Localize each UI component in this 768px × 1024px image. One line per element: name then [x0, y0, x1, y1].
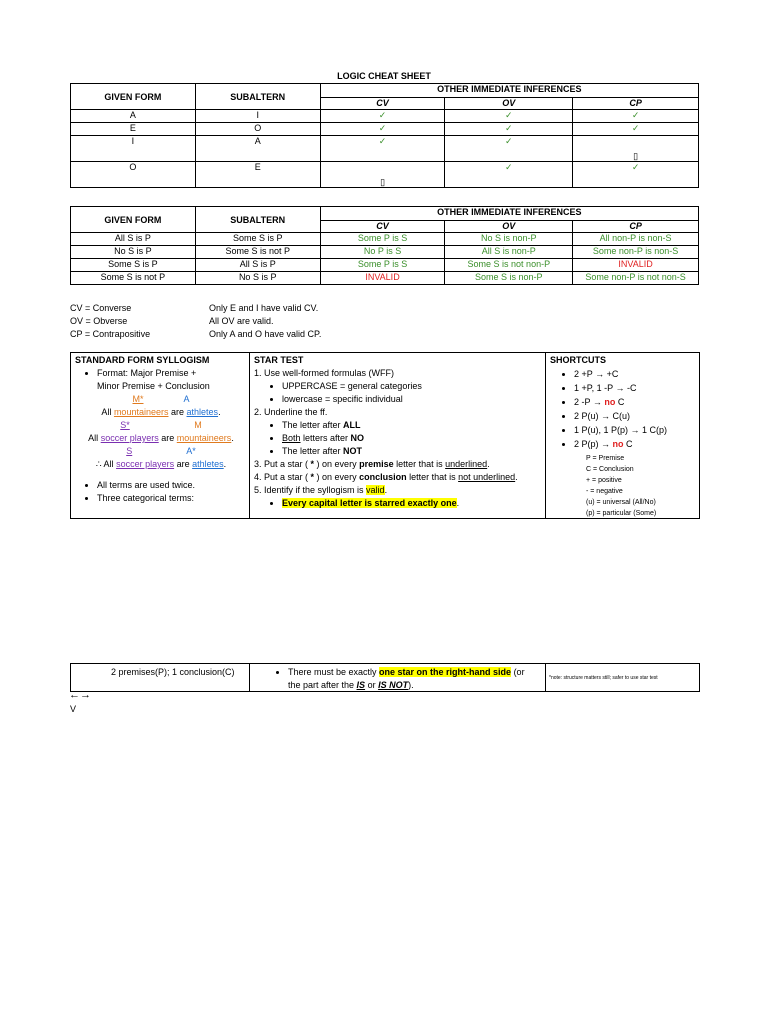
- check-icon: ✓: [445, 162, 573, 188]
- step-4: 4. Put a star ( * ) on every conclusion letter that is not underlined.: [254, 472, 518, 482]
- header-cv: CV: [320, 221, 445, 233]
- cell-subaltern: A: [195, 136, 320, 162]
- cell-cp: Some non-P is non-S: [573, 246, 699, 259]
- column-divider: [545, 664, 546, 691]
- legend-note: Only A and O have valid CP.: [209, 329, 322, 339]
- cell-given: Some S is not P: [71, 272, 196, 285]
- check-icon: ✓: [320, 136, 445, 162]
- legend-item: OV = Obverse: [70, 316, 128, 326]
- table-row: [71, 123, 699, 136]
- standard-form-column: [75, 354, 247, 505]
- header-subaltern: SUBALTERN: [195, 207, 320, 233]
- step-2: 2. Underline the ff.: [254, 407, 328, 417]
- table-row: [71, 246, 699, 259]
- missing-glyph-icon: ▯: [573, 136, 699, 162]
- legend-item: CV = Converse: [70, 303, 132, 313]
- list-item: • All terms are used twice.: [97, 479, 247, 492]
- cell-subaltern: I: [195, 110, 320, 123]
- cell-given: All S is P: [71, 233, 196, 246]
- header-cp: CP: [573, 98, 699, 110]
- format-list: [75, 367, 247, 393]
- page-title: LOGIC CHEAT SHEET: [337, 71, 431, 81]
- star-test-column: [254, 354, 544, 510]
- cell-ov: Some S is non-P: [445, 272, 573, 285]
- check-icon: ✓: [320, 110, 445, 123]
- check-icon: ✓: [445, 136, 573, 162]
- header-ov: OV: [445, 98, 573, 110]
- list-item: • Format: Major Premise + Minor Premise + Conclusion: [97, 367, 247, 393]
- cell-cv: No P is S: [320, 246, 445, 259]
- key-item: (u) = universal (All/No): [586, 499, 656, 506]
- column-divider: [545, 353, 546, 518]
- cell-cv: Some P is S: [320, 233, 445, 246]
- list-item: • Every capital letter is starred exactly one.: [282, 497, 544, 510]
- term-markers-row: [75, 445, 247, 458]
- legend-note: Only E and I have valid CV.: [209, 303, 319, 313]
- step-3: 3. Put a star ( * ) on every premise letter that is underlined.: [254, 459, 490, 469]
- cell-subaltern: Some S is not P: [195, 246, 320, 259]
- table-row: [71, 162, 699, 188]
- key-item: (p) = particular (Some): [586, 510, 657, 517]
- minor-premise: All soccer players are mountaineers.: [88, 433, 234, 443]
- list-item: • 2 +P → +C: [574, 367, 698, 381]
- table-row: [71, 136, 699, 162]
- term-marker: A: [183, 394, 190, 404]
- header-other-inferences: OTHER IMMEDIATE INFERENCES: [320, 207, 698, 221]
- check-icon: ✓: [573, 110, 699, 123]
- table-row: [71, 110, 699, 123]
- cell-subaltern: All S is P: [195, 259, 320, 272]
- rules-list: [75, 479, 247, 505]
- check-icon: ✓: [445, 123, 573, 136]
- step-1: 1. Use well-formed formulas (WFF): [254, 368, 395, 378]
- check-icon: ✓: [573, 123, 699, 136]
- legend-abbreviations: [70, 302, 150, 341]
- header-given-form: GIVEN FORM: [71, 84, 196, 110]
- header-other-inferences: OTHER IMMEDIATE INFERENCES: [320, 84, 698, 98]
- conclusion: ∴ All soccer players are athletes.: [95, 459, 227, 469]
- column-divider: [249, 353, 250, 518]
- cell-subaltern: No S is P: [195, 272, 320, 285]
- term-marker: S*: [120, 420, 130, 430]
- syllogism-section: [70, 352, 700, 519]
- cell-cv: Some P is S: [320, 259, 445, 272]
- cell-cp: All non-P is non-S: [573, 233, 699, 246]
- list-item: • 2 P(p) → no C: [574, 437, 698, 451]
- cell-ov: All S is non-P: [445, 246, 573, 259]
- cell-given: E: [71, 123, 196, 136]
- check-icon: ✓: [445, 110, 573, 123]
- list-item: • 1 P(u), 1 P(p) → 1 C(p): [574, 423, 698, 437]
- list-item: • 2 P(u) → C(u): [574, 409, 698, 423]
- term-marker: A*: [186, 446, 196, 456]
- table-row: [71, 233, 699, 246]
- cell-given: A: [71, 110, 196, 123]
- step-1-list: [254, 380, 544, 406]
- inference-table-examples: [70, 206, 699, 285]
- cell-cp-invalid: INVALID: [573, 259, 699, 272]
- legend-item: CP = Contrapositive: [70, 329, 151, 339]
- bottom-notes-section: [70, 663, 700, 692]
- table-row: [71, 259, 699, 272]
- key-item: C = Conclusion: [586, 466, 634, 473]
- cell-given: No S is P: [71, 246, 196, 259]
- header-cp: CP: [573, 221, 699, 233]
- key-item: - = negative: [586, 488, 623, 495]
- cell-subaltern: Some S is P: [195, 233, 320, 246]
- step-5: 5. Identify if the syllogism is valid.: [254, 485, 388, 495]
- premises-count: 2 premises(P); 1 conclusion(C): [111, 667, 235, 677]
- cell-given: Some S is P: [71, 259, 196, 272]
- step-5-list: [254, 497, 544, 510]
- term-markers-row: [75, 393, 247, 406]
- section-heading: STAR TEST: [254, 355, 304, 365]
- legend-notes: [209, 302, 321, 341]
- cell-given: I: [71, 136, 196, 162]
- structure-note: *note: structure matters still; safer to use star test: [549, 675, 658, 681]
- shortcuts-column: [550, 354, 698, 519]
- term-marker: M: [194, 420, 202, 430]
- header-given-form: GIVEN FORM: [71, 207, 196, 233]
- star-rule-note-continued: the part after the IS or IS NOT).: [288, 680, 414, 690]
- key-item: P = Premise: [586, 455, 625, 462]
- list-item: • UPPERCASE = general categories: [282, 380, 544, 393]
- list-item: • Both letters after NO: [282, 432, 544, 445]
- star-rule-note: [254, 666, 544, 692]
- list-item: • Three categorical terms:: [97, 492, 247, 505]
- cell-cp: Some non-P is not non-S: [573, 272, 699, 285]
- table-row: [71, 272, 699, 285]
- list-item: • There must be exactly one star on the right-hand side (or: [288, 666, 544, 679]
- check-icon: ✓: [573, 162, 699, 188]
- list-item: • lowercase = specific individual: [282, 393, 544, 406]
- key-item: + = positive: [586, 477, 622, 484]
- cell-ov: Some S is not non-P: [445, 259, 573, 272]
- legend-note: All OV are valid.: [209, 316, 274, 326]
- header-cv: CV: [320, 98, 445, 110]
- step-2-list: [254, 419, 544, 458]
- term-marker: M*: [132, 394, 144, 404]
- v-letter: V: [70, 704, 77, 714]
- list-item: • 2 -P → no C: [574, 395, 698, 409]
- missing-glyph-icon: ▯: [320, 162, 445, 188]
- list-item: • The letter after NOT: [282, 445, 544, 458]
- cell-subaltern: O: [195, 123, 320, 136]
- header-ov: OV: [445, 221, 573, 233]
- check-icon: ✓: [320, 123, 445, 136]
- cell-subaltern: E: [195, 162, 320, 188]
- inference-table-symbolic: [70, 83, 699, 188]
- cell-cv-invalid: INVALID: [320, 272, 445, 285]
- header-subaltern: SUBALTERN: [195, 84, 320, 110]
- double-arrow-icon: ←→: [69, 689, 91, 701]
- cell-given: O: [71, 162, 196, 188]
- major-premise: All mountaineers are athletes.: [101, 407, 221, 417]
- term-markers-row: [75, 419, 247, 432]
- list-item: • 1 +P, 1 -P → -C: [574, 381, 698, 395]
- section-heading: STANDARD FORM SYLLOGISM: [75, 355, 210, 365]
- term-marker: S: [126, 446, 133, 456]
- list-item: • The letter after ALL: [282, 419, 544, 432]
- section-heading: SHORTCUTS: [550, 355, 606, 365]
- shortcuts-key: [550, 453, 698, 519]
- cell-ov: No S is non-P: [445, 233, 573, 246]
- column-divider: [249, 664, 250, 691]
- shortcuts-list: [550, 367, 698, 451]
